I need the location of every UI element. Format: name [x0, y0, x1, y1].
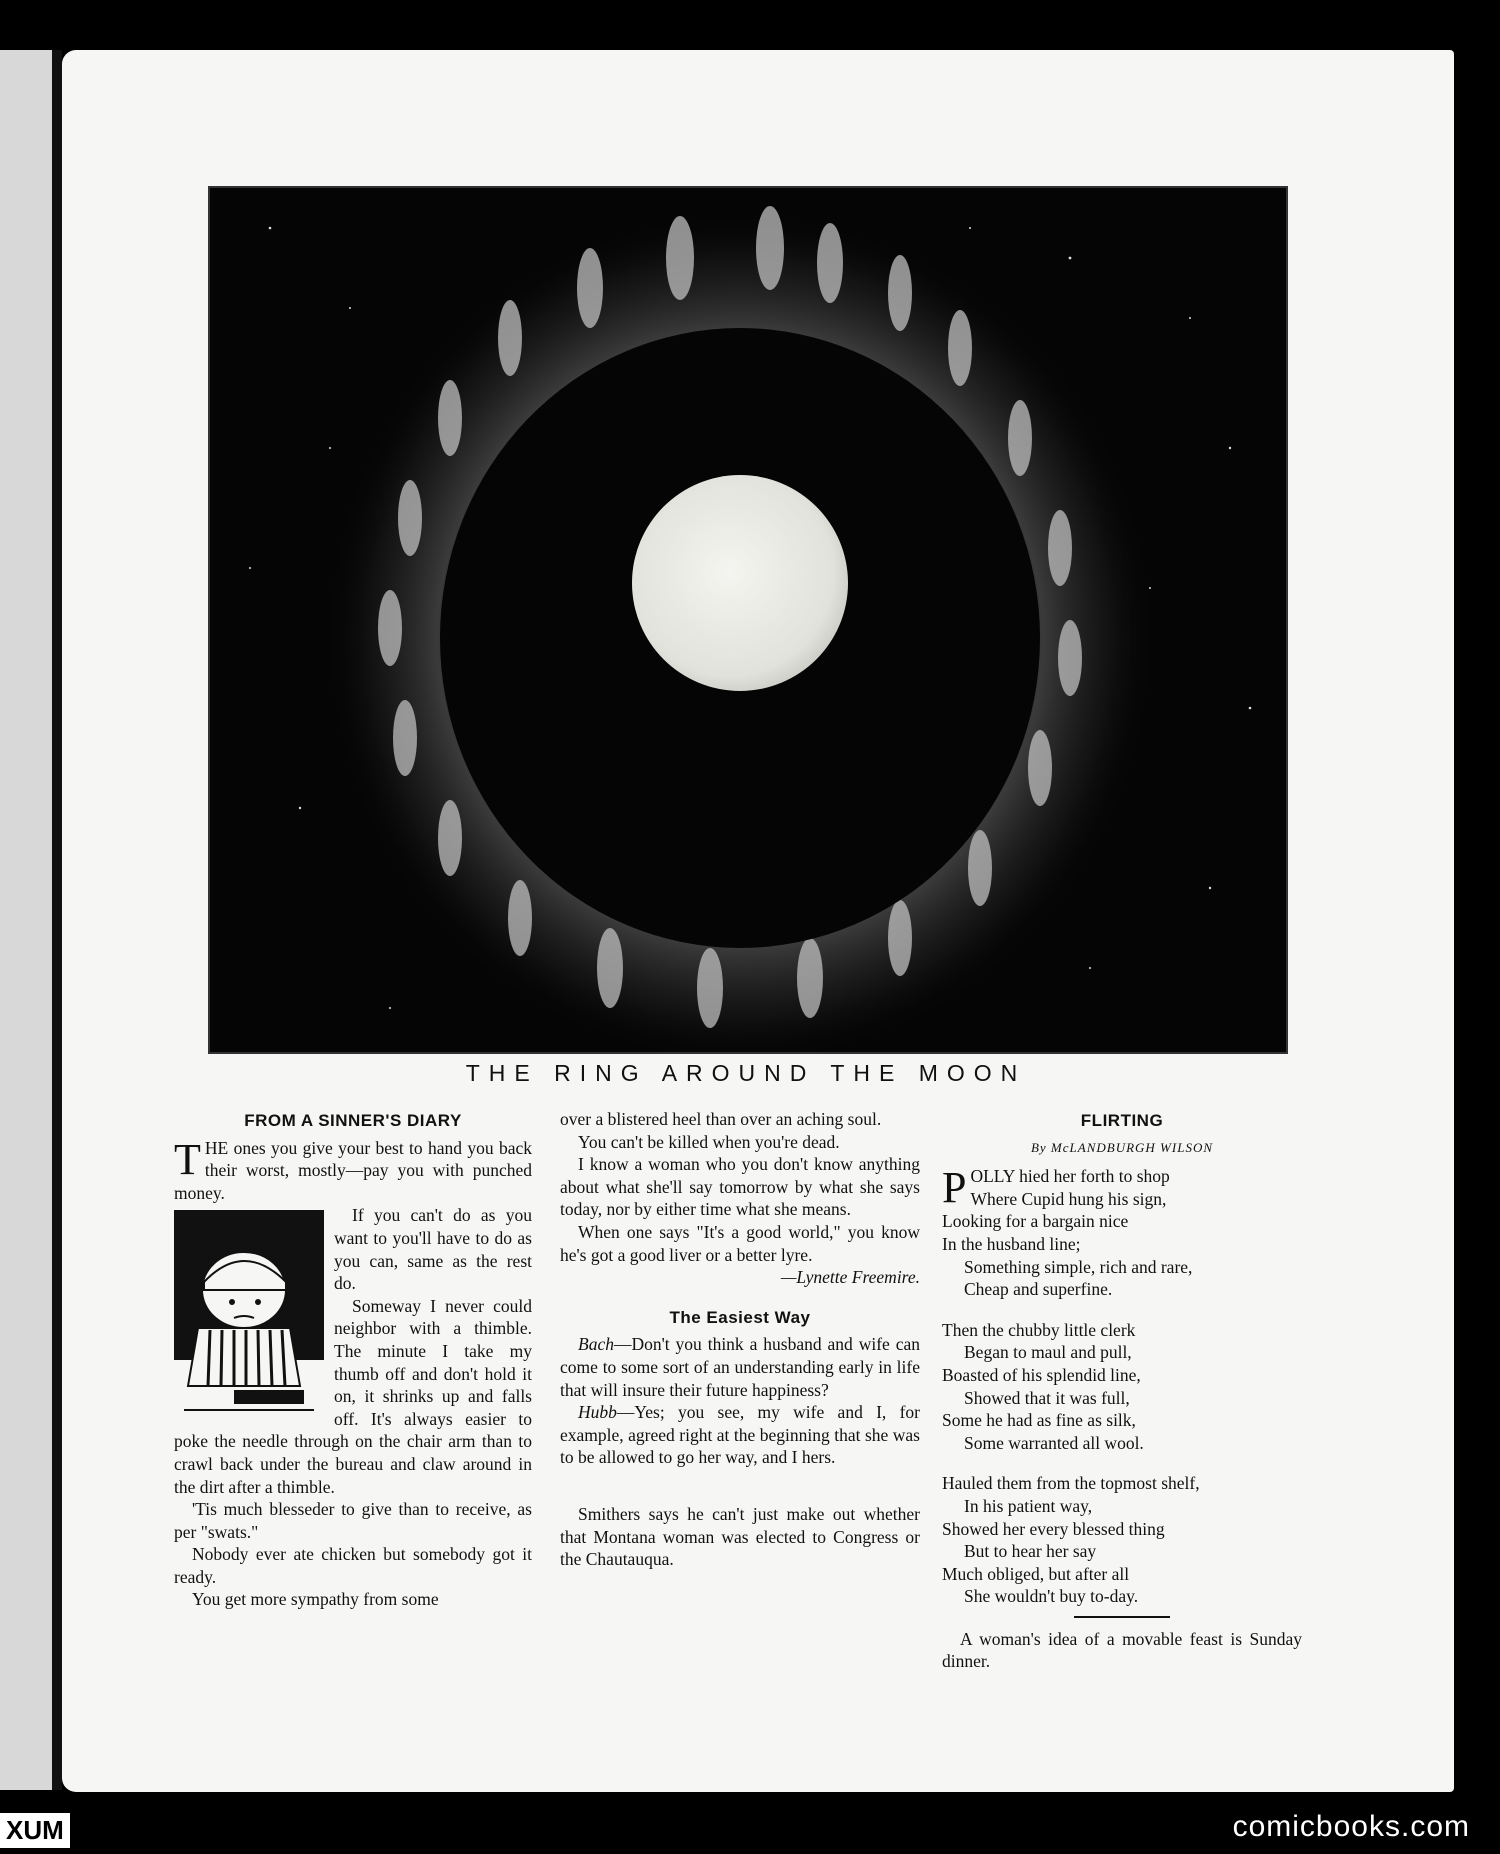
author-credit: —Lynette Freemire. [780, 1267, 920, 1288]
column-middle [560, 1108, 920, 1571]
poem-line: She wouldn't buy to-day. [964, 1586, 1139, 1607]
paragraph-text: When one says "It's a good world," you know he's got a good liver or a better lyre. [560, 1221, 920, 1265]
poem-line: Some warranted all wool. [964, 1432, 1144, 1453]
poem-stanza [942, 1472, 1302, 1608]
cartoon-drawing [174, 1210, 324, 1418]
paragraph-text: —Don't you think a husband and wife can come to some sort of an understanding early in life that will insure their future happiness? [560, 1334, 920, 1400]
paragraph-text: HE ones you give your best to hand you back their worst, mostly—pay you with punched money. [174, 1137, 532, 1203]
column-flirting [942, 1108, 1302, 1673]
paragraph [174, 1134, 532, 1205]
poem-line: Showed her every blessed thing [942, 1518, 1165, 1539]
drop-cap: T [174, 1134, 201, 1184]
poem-line: Then the chubby little clerk [942, 1319, 1136, 1340]
moon [632, 475, 848, 691]
poem-line: Much obliged, but after all [942, 1563, 1130, 1584]
paragraph: I know a woman who you don't know anything about what she'll say tomorrow by what she says today, nor by either time what she means. [560, 1154, 920, 1220]
poem-line: But to hear her say [964, 1541, 1097, 1562]
paragraph: Someway I never could neighbor with a thimble. The minute I take my thumb off and don't hold it on, it shrinks up and falls off. It's always easier to poke the needle through on the chair arm than to crawl back under the bureau and claw around in the dirt after a thimble. [174, 1295, 532, 1497]
byline: By McLANDBURGH WILSON [1030, 1139, 1214, 1155]
paragraph: You get more sympathy from some [192, 1589, 439, 1610]
moon-ring-drawing [210, 188, 1286, 1052]
cartoon-thimble-illustration [174, 1210, 324, 1418]
paragraph: A woman's idea of a movable feast is Sunday dinner. [942, 1628, 1302, 1672]
left-page-edge [0, 50, 56, 1790]
poem-line-text: OLLY hied her forth to shop [970, 1166, 1170, 1187]
paragraph: Smithers says he can't just make out whether that Montana woman was elected to Congress or the Chautauqua. [560, 1503, 920, 1570]
heading-easiest-way: The Easiest Way [669, 1307, 811, 1327]
poem-line: Cheap and superfine. [964, 1279, 1113, 1300]
poem-line: In the husband line; [942, 1233, 1081, 1254]
paragraph-text: —Yes; you see, my wife and I, for example, agreed right at the beginning that she was to be allowed to go her way, and I hers. [560, 1402, 920, 1468]
poem-stanza [942, 1319, 1302, 1455]
poem-line: Something simple, rich and rare, [964, 1256, 1193, 1277]
poem-line: Some he had as fine as silk, [942, 1410, 1136, 1431]
speaker-name: Bach [578, 1334, 614, 1355]
heading-sinners-diary: FROM A SINNER'S DIARY [244, 1111, 462, 1130]
drop-cap: P [942, 1163, 967, 1213]
poem-line: Where Cupid hung his sign, [970, 1188, 1167, 1209]
speaker-name: Hubb [578, 1402, 617, 1423]
paragraph-text: If you can't do as you want to you'll have to do as you can, same as the rest do. [334, 1205, 532, 1294]
section-divider [1074, 1616, 1170, 1618]
poem-line: Hauled them from the topmost shelf, [942, 1473, 1200, 1494]
book-gutter [52, 50, 62, 1790]
illustration-caption: THE RING AROUND THE MOON [465, 1060, 1027, 1086]
paragraph [560, 1333, 920, 1401]
poem-stanza [942, 1165, 1302, 1301]
paragraph: 'Tis much blesseder to give than to receive, as per "swats." [174, 1499, 532, 1542]
heading-flirting: FLIRTING [1080, 1111, 1164, 1130]
paragraph [174, 1204, 532, 1294]
paragraph [560, 1401, 920, 1469]
scan-tag: XUM [0, 1813, 70, 1848]
poem-line: Boasted of his splendid line, [942, 1364, 1141, 1385]
column-sinners-diary [174, 1108, 532, 1611]
paragraph: Nobody ever ate chicken but somebody got it ready. [174, 1544, 532, 1587]
site-watermark: comicbooks.com [1232, 1810, 1470, 1843]
poem-line: Looking for a bargain nice [942, 1211, 1129, 1232]
paragraph [560, 1221, 920, 1288]
paragraph: over a blistered heel than over an aching soul. [560, 1109, 882, 1129]
poem-line: In his patient way, [964, 1495, 1093, 1516]
poem-line: Showed that it was full, [964, 1387, 1130, 1408]
moon-ring-illustration [208, 186, 1288, 1054]
poem-line: Began to maul and pull, [964, 1342, 1132, 1363]
paragraph: You can't be killed when you're dead. [578, 1131, 840, 1152]
